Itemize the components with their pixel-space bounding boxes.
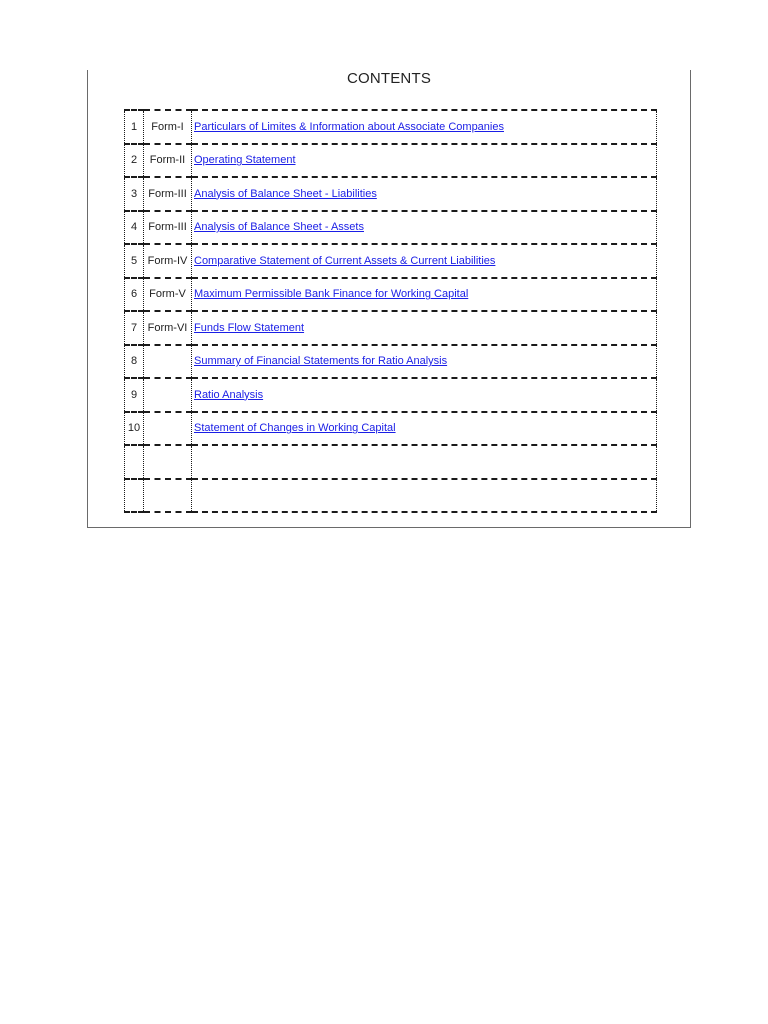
table-row [125,211,657,245]
form-label [144,345,192,379]
table-row [125,278,657,312]
form-title-link[interactable]: Analysis of Balance Sheet - Liabilities [194,187,377,200]
form-title-link[interactable]: Ratio Analysis [194,388,264,401]
form-title-cell [192,311,657,345]
table-row [125,110,657,144]
row-number: 4 [125,211,144,245]
table-row [125,177,657,211]
form-label: Form-VI [144,311,192,345]
form-label [144,479,192,513]
row-number: 8 [125,345,144,379]
contents-table [124,109,657,513]
table-row [125,412,657,446]
row-number: 2 [125,144,144,178]
form-title-link[interactable]: Operating Statement [194,154,296,167]
form-label: Form-V [144,278,192,312]
form-label [144,445,192,479]
form-title-link[interactable]: Maximum Permissible Bank Finance for Working Capital [194,288,469,301]
form-title-link[interactable]: Comparative Statement of Current Assets & Current Liabilities [194,254,496,267]
row-number: 3 [125,177,144,211]
form-title-cell [192,278,657,312]
table-row [125,144,657,178]
form-title-link[interactable]: Funds Flow Statement [194,321,305,334]
form-title-link[interactable]: Particulars of Limites & Information about Associate Companies [194,120,504,133]
form-title-cell [192,378,657,412]
form-label [144,378,192,412]
form-title-cell [192,412,657,446]
table-row [125,345,657,379]
form-title-cell [192,177,657,211]
form-label: Form-III [144,177,192,211]
form-title-link[interactable]: Summary of Financial Statements for Ratio Analysis [194,355,448,368]
form-label: Form-I [144,110,192,144]
row-number [125,445,144,479]
row-number: 1 [125,110,144,144]
table-row [125,445,657,479]
table-row [125,378,657,412]
form-title-cell [192,211,657,245]
form-title-cell [192,445,657,479]
form-label: Form-IV [144,244,192,278]
row-number: 10 [125,412,144,446]
form-title-cell [192,144,657,178]
table-row [125,479,657,513]
table-row [125,311,657,345]
form-title-cell [192,244,657,278]
form-title-link[interactable]: Statement of Changes in Working Capital [194,422,396,435]
form-title-cell [192,345,657,379]
row-number: 9 [125,378,144,412]
row-number: 6 [125,278,144,312]
form-title-cell [192,110,657,144]
row-number: 5 [125,244,144,278]
page-title: CONTENTS [346,70,432,87]
form-title-link[interactable]: Analysis of Balance Sheet - Assets [194,221,364,234]
form-title-cell [192,479,657,513]
row-number: 7 [125,311,144,345]
form-label: Form-III [144,211,192,245]
form-label [144,412,192,446]
form-label: Form-II [144,144,192,178]
row-number [125,479,144,513]
contents-sheet [87,70,691,528]
table-row [125,244,657,278]
